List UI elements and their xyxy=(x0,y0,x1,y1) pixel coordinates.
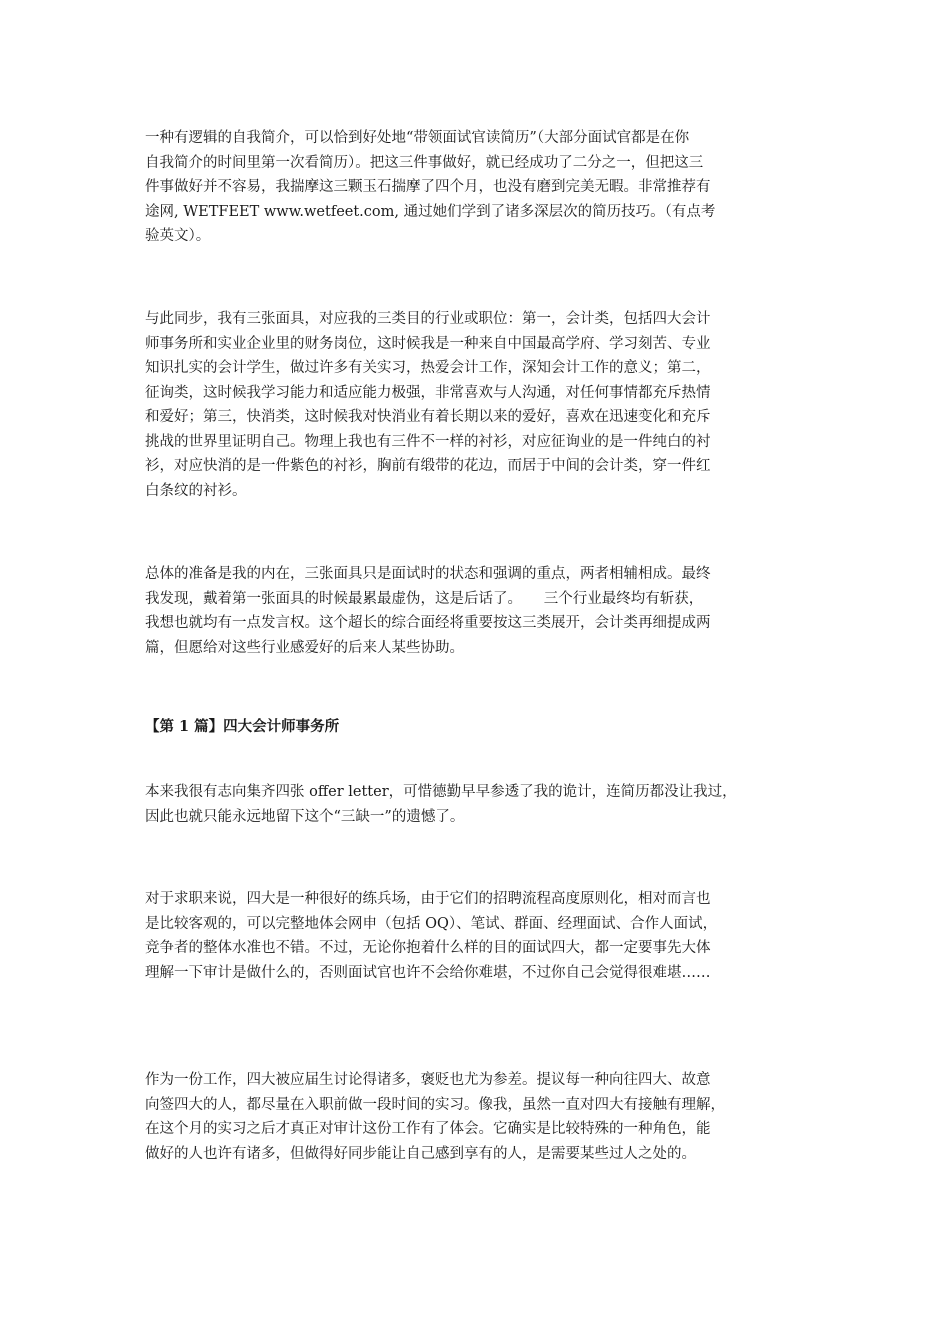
text-line: 验英文）。 xyxy=(145,228,211,244)
text-line: 本来我很有志向集齐四张 offer letter，可惜德勤早早参透了我的诡计，连简历都没让我过， xyxy=(145,784,737,800)
text-line: 自我简介的时间里第一次看简历）。把这三件事做好，就已经成功了二分之一，但把这三 xyxy=(145,154,704,171)
paragraph-internship-advice xyxy=(145,1068,815,1166)
text-line: 总体的准备是我的内在，三张面具只是面试时的状态和强调的重点，两者相辅相成。最终 xyxy=(145,566,711,582)
text-line: 做好的人也许有诸多，但做得好同步能让自己感到享有的人，是需要某些过人之处的。 xyxy=(145,1145,696,1162)
text-line: 是比较客观的，可以完整地体会网申（包括 OQ）、笔试、群面、经理面试、合作人面试， xyxy=(145,915,718,932)
text-line: 途网, WETFEET www.wetfeet.com, 通过她们学到了诸多深层次的简历技巧。（有点考 xyxy=(145,203,716,220)
text-line: 一种有逻辑的自我简介，可以恰到好处地“带领面试官读简历”（大部分面试官都是在你 xyxy=(145,130,690,146)
paragraph-offer-letters xyxy=(145,780,815,829)
text-line: 作为一份工作，四大被应届生讨论得诸多，褒贬也尤为参差。提议每一种向往四大、故意 xyxy=(145,1072,711,1088)
text-line: 衫，对应快消的是一件紫色的衬衫，胸前有缎带的花边，而居于中间的会计类，穿一件红 xyxy=(145,458,711,474)
text-line: 对于求职来说，四大是一种很好的练兵场，由于它们的招聘流程高度原则化，相对而言也 xyxy=(145,891,711,907)
text-line: 知识扎实的会计学生，做过许多有关实习，热爱会计工作，深知会计工作的意义；第二， xyxy=(145,360,711,376)
paragraph-resume-tips xyxy=(145,126,815,249)
text-line: 我发现，戴着第一张面具的时候最累最虚伪，这是后话了。 三个行业最终均有斩获， xyxy=(145,590,704,607)
text-line: 篇，但愿给对这些行业感爱好的后来人某些协助。 xyxy=(145,639,464,656)
text-line: 白条纹的衬衫。 xyxy=(145,482,247,499)
paragraph-overall-preparation xyxy=(145,562,815,660)
text-line: 和爱好；第三，快消类，这时候我对快消业有着长期以来的爱好，喜欢在迅速变化和充斥 xyxy=(145,409,711,425)
text-line: 挑战的世界里证明自己。物理上我也有三件不一样的衬衫，对应征询业的是一件纯白的衬 xyxy=(145,433,711,450)
text-line: 向签四大的人，都尽量在入职前做一段时间的实习。像我，虽然一直对四大有接触有理解， xyxy=(145,1096,725,1113)
section-heading: 【第 1 篇】四大会计师事务所 xyxy=(145,718,340,735)
paragraph-training-ground xyxy=(145,887,815,985)
text-line: 竞争者的整体水准也不错。不过，无论你抱着什么样的目的面试四大，都一定要事先大体 xyxy=(145,940,711,956)
text-line: 征询类，这时候我学习能力和适应能力极强，非常喜欢与人沟通，对任何事情都充斥热情 xyxy=(145,384,711,401)
text-line: 件事做好并不容易，我揣摩这三颗玉石揣摩了四个月，也没有磨到完美无暇。非常推荐有 xyxy=(145,179,711,195)
text-line: 在这个月的实习之后才真正对审计这份工作有了体会。它确实是比较特殊的一种角色，能 xyxy=(145,1121,711,1137)
text-line: 师事务所和实业企业里的财务岗位，这时候我是一种来自中国最高学府、学习刻苦、专业 xyxy=(145,335,711,352)
text-line: 我想也就均有一点发言权。这个超长的综合面经将重要按这三类展开，会计类再细提成两 xyxy=(145,615,711,631)
paragraph-three-masks xyxy=(145,307,815,503)
text-line: 与此同步，我有三张面具，对应我的三类目的行业或职位：第一，会计类，包括四大会计 xyxy=(145,311,711,327)
text-line: 因此也就只能永远地留下这个“三缺一”的遗憾了。 xyxy=(145,808,465,825)
text-line: 理解一下审计是做什么的，否则面试官也许不会给你难堪，不过你自己会觉得很难堪…… xyxy=(145,964,711,981)
